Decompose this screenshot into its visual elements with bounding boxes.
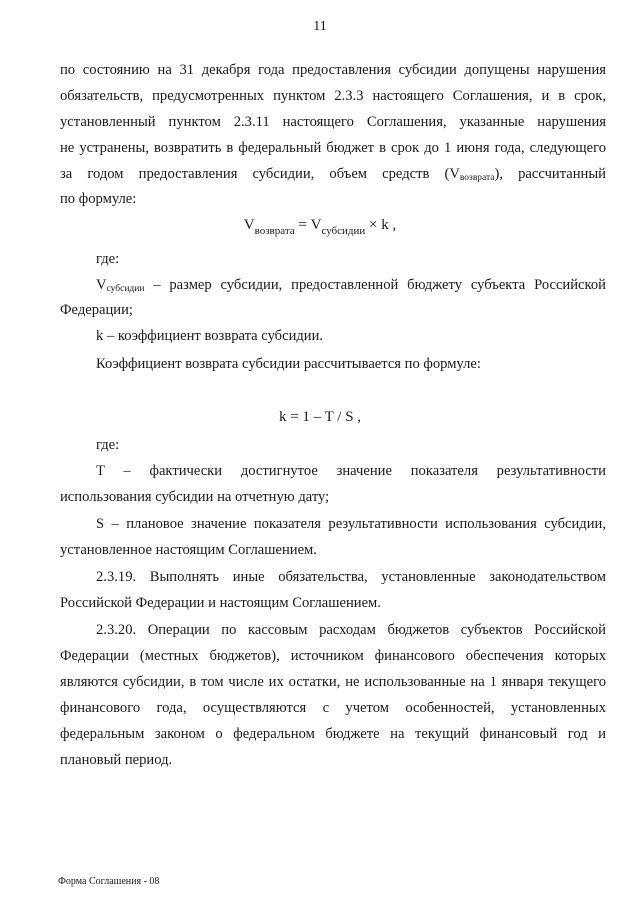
definition-s: S – плановое значение показателя результативности использования субсидии, xyxy=(96,516,606,532)
text-line: плановый период. xyxy=(60,752,173,768)
text-line: установленное настоящим Соглашением. xyxy=(60,542,317,558)
where-label: где: xyxy=(96,251,120,267)
paragraph-2-3-20: 2.3.20. Операции по кассовым расходам бюджетов субъектов Российской xyxy=(96,622,606,638)
where-label: где: xyxy=(96,437,120,453)
text-line: обязательств, предусмотренных пунктом 2.3.3 настоящего Соглашения, и в срок, xyxy=(60,88,606,104)
coefficient-intro: Коэффициент возврата субсидии рассчитывается по формуле: xyxy=(96,356,481,372)
text-line: являются субсидии, в том числе их остатки, не использованные на 1 января текущего xyxy=(60,674,606,690)
text-line: использования субсидии на отчетную дату; xyxy=(60,489,330,505)
text-line: федеральным законом о федеральном бюджете на текущий финансовый год и xyxy=(60,726,606,742)
text-line: установленный пунктом 2.3.11 настоящего Соглашения, указанные нарушения xyxy=(60,114,606,130)
page-number: 11 xyxy=(313,19,327,34)
text-line: не устранены, возвратить в федеральный бюджет в срок до 1 июня года, следующего xyxy=(60,140,606,156)
paragraph-2-3-19: 2.3.19. Выполнять иные обязательства, установленные законодательством xyxy=(96,569,606,585)
text-line: Российской Федерации и настоящим Соглашением. xyxy=(60,595,381,611)
definition-k: k – коэффициент возврата субсидии. xyxy=(96,328,324,344)
footer-form-label: Форма Соглашения - 08 xyxy=(58,876,160,887)
text-line: Федерации; xyxy=(60,302,133,318)
text-line: финансового года, осуществляются с учетом особенностей, установленных xyxy=(60,700,606,716)
formula-v-return: $V_{возврата} = V_{субсидии} \times k$ , xyxy=(243,217,397,237)
text-line: Федерации (местных бюджетов), источником финансового обеспечения которых xyxy=(60,648,606,664)
text-line: по состоянию на 31 декабря года предоставления субсидии допущены нарушения xyxy=(60,62,606,78)
text-line-with-subscript: за годом предоставления субсидии, объем средств $(V_{возврата})$, рассчитанный xyxy=(60,166,606,183)
formula-k: k = 1 – T / S , xyxy=(278,409,362,425)
definition-v-subsidy: $V_{субсидии}$ – размер субсидии, предоставленной бюджету субъекта Российской xyxy=(96,277,606,294)
text-line: по формуле: xyxy=(60,191,137,207)
definition-t: T – фактически достигнутое значение показателя результативности xyxy=(96,463,606,479)
